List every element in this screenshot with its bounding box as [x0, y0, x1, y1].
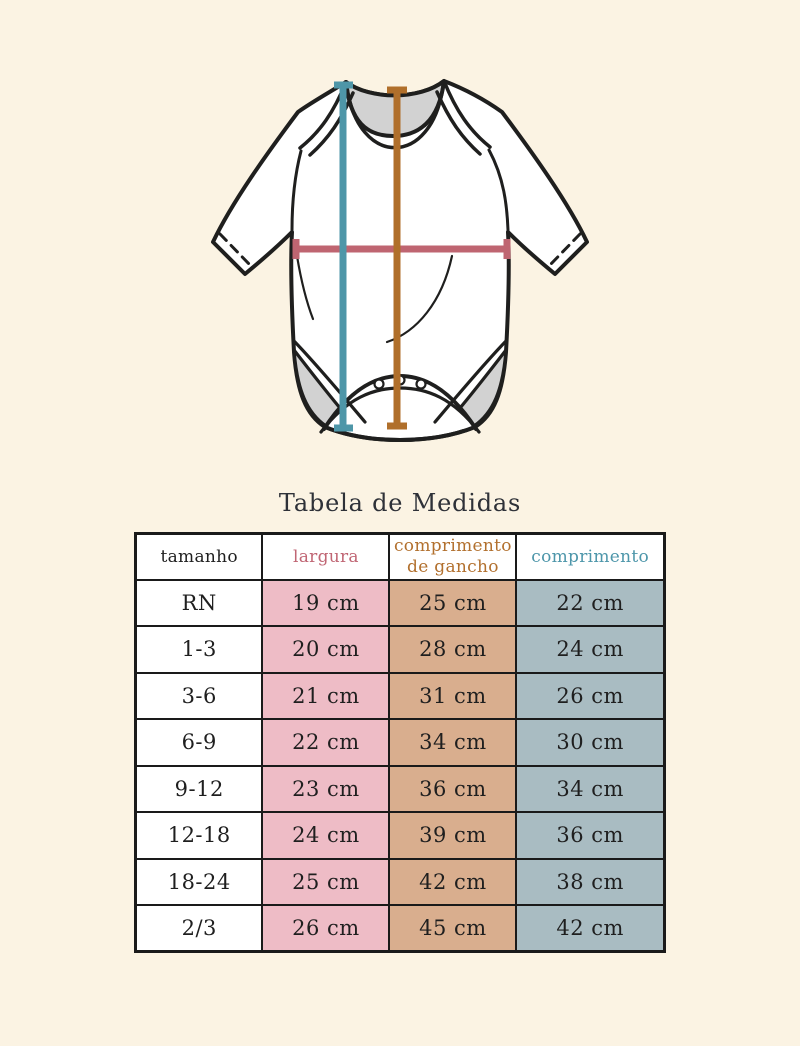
comprimento-cell: 42 cm [516, 905, 664, 952]
largura-cell: 25 cm [262, 859, 389, 906]
largura-cell: 20 cm [262, 626, 389, 673]
largura-cell: 24 cm [262, 812, 389, 859]
comprimento-cell: 24 cm [516, 626, 664, 673]
comprimento-cell: 26 cm [516, 673, 664, 720]
column-header-comprimento-de-gancho: comprimento de gancho [389, 534, 516, 580]
size-cell: RN [136, 580, 263, 627]
table-row [136, 905, 665, 952]
snap-button [417, 380, 426, 389]
gancho-cell: 42 cm [389, 859, 516, 906]
comprimento-cell: 34 cm [516, 766, 664, 813]
table-title: Tabela de Medidas [278, 489, 522, 517]
bodysuit-illustration [190, 60, 610, 480]
comprimento-cell: 30 cm [516, 719, 664, 766]
column-header-tamanho: tamanho [136, 534, 263, 580]
largura-cell: 19 cm [262, 580, 389, 627]
size-cell: 6-9 [136, 719, 263, 766]
gancho-cell: 34 cm [389, 719, 516, 766]
size-cell: 9-12 [136, 766, 263, 813]
size-cell: 3-6 [136, 673, 263, 720]
column-header-comprimento: comprimento [516, 534, 664, 580]
table-row [136, 626, 665, 673]
column-header-largura: largura [262, 534, 389, 580]
table-row [136, 766, 665, 813]
table-row [136, 673, 665, 720]
table-row [136, 580, 665, 627]
size-cell: 18-24 [136, 859, 263, 906]
gancho-cell: 28 cm [389, 626, 516, 673]
largura-cell: 22 cm [262, 719, 389, 766]
size-cell: 2/3 [136, 905, 263, 952]
size-cell: 12-18 [136, 812, 263, 859]
table-row [136, 859, 665, 906]
measurements-table [134, 532, 666, 953]
gancho-cell: 39 cm [389, 812, 516, 859]
gancho-cell: 31 cm [389, 673, 516, 720]
comprimento-cell: 38 cm [516, 859, 664, 906]
table-row [136, 719, 665, 766]
largura-cell: 21 cm [262, 673, 389, 720]
largura-cell: 26 cm [262, 905, 389, 952]
table-header [136, 534, 665, 580]
snap-button [375, 380, 384, 389]
header-row [136, 534, 665, 580]
table-row [136, 812, 665, 859]
largura-cell: 23 cm [262, 766, 389, 813]
gancho-cell: 45 cm [389, 905, 516, 952]
gancho-cell: 36 cm [389, 766, 516, 813]
bodysuit-diagram-svg [190, 60, 610, 480]
table-body [136, 580, 665, 952]
size-cell: 1-3 [136, 626, 263, 673]
comprimento-cell: 36 cm [516, 812, 664, 859]
comprimento-cell: 22 cm [516, 580, 664, 627]
gancho-cell: 25 cm [389, 580, 516, 627]
